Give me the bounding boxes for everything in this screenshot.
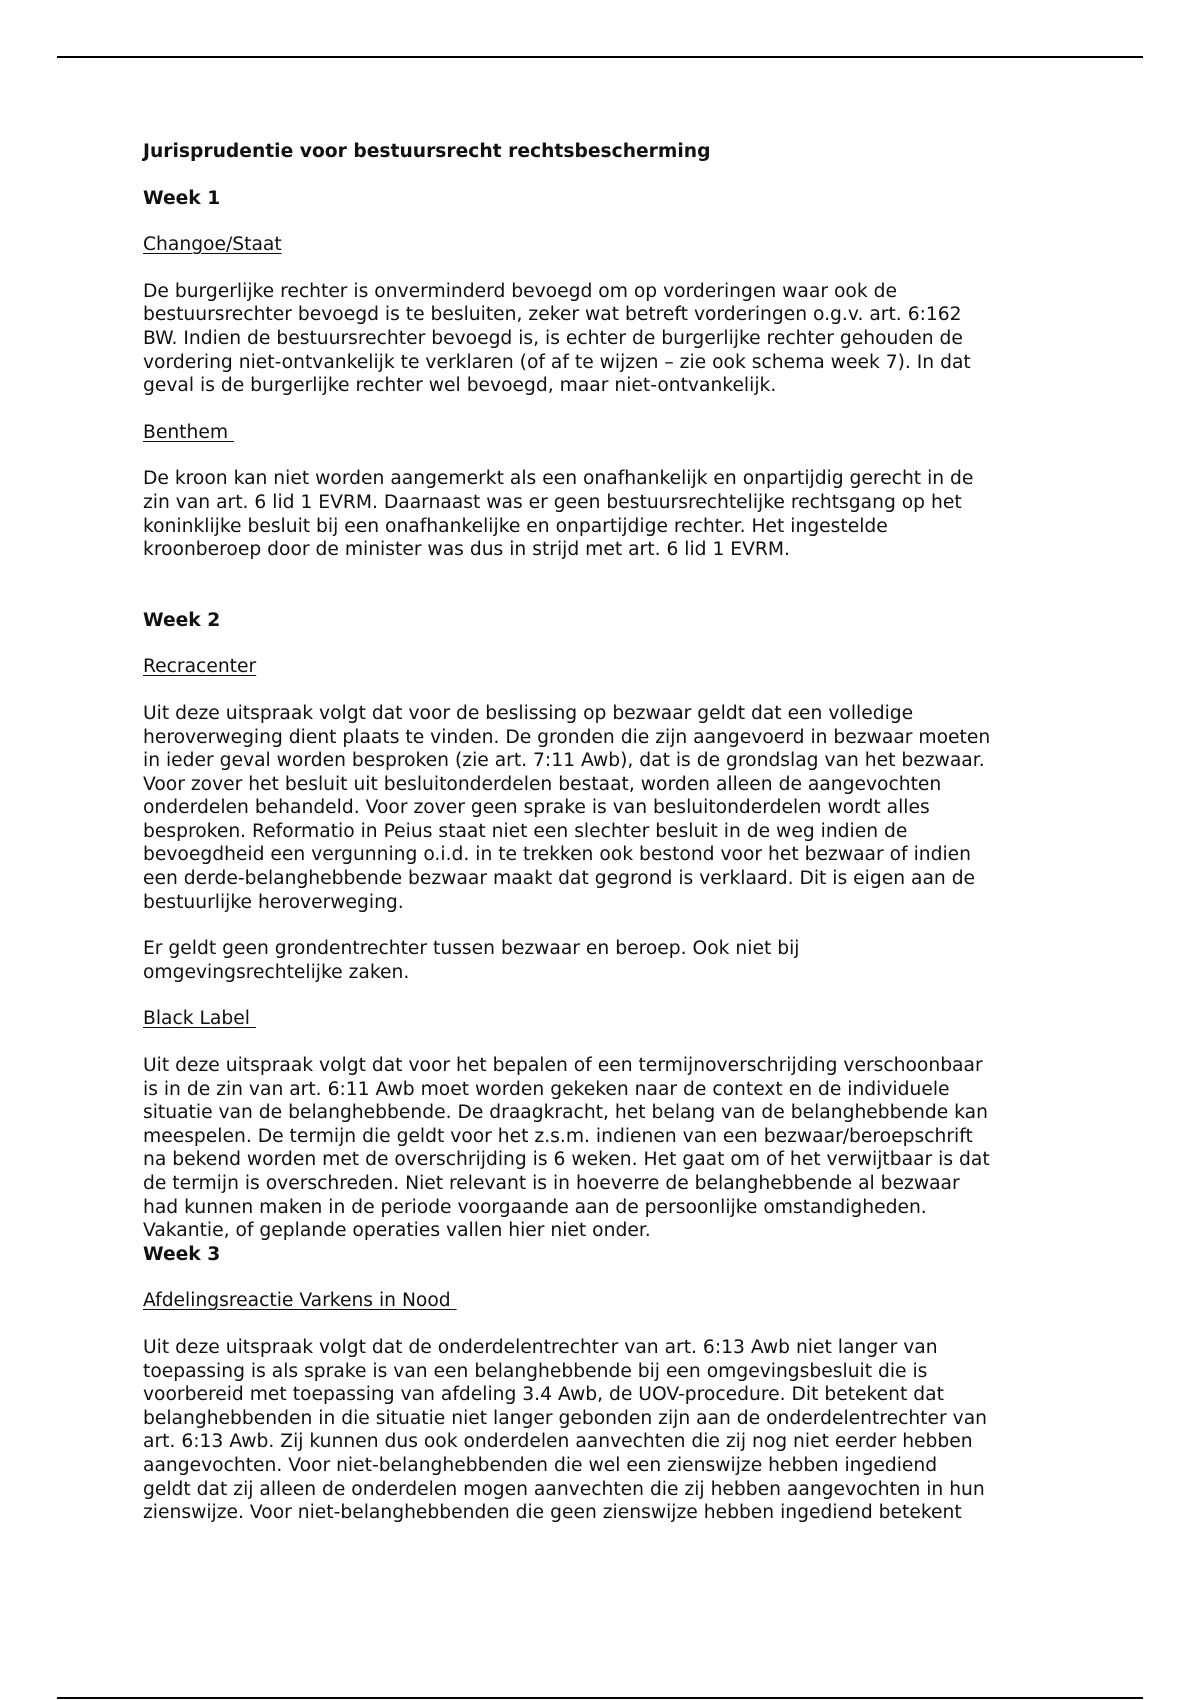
text-line: toepassing is als sprake is van een belanghebbende bij een omgevingsbesluit die is — [143, 1360, 928, 1382]
text-line: bestuursrechter bevoegd is te besluiten, zeker wat betreft vorderingen o.g.v. art. 6:162 — [143, 304, 962, 326]
text-line: de termijn is overschreden. Niet relevant is in hoeverre de belanghebbende al bezwaar — [143, 1173, 960, 1194]
case-heading: Recracenter — [143, 656, 257, 678]
case-heading: Black Label — [143, 1008, 256, 1030]
text-line: Uit deze uitspraak volgt dat voor het bepalen of een termijnoverschrijding verschoonbaar — [143, 1055, 983, 1077]
text-line: Uit deze uitspraak volgt dat voor de beslissing op bezwaar geldt dat een volledige — [143, 702, 914, 724]
text-line: Voor zover het besluit uit besluitonderdelen bestaat, worden alleen de aangevochten — [143, 773, 942, 795]
text-line: had kunnen maken in de periode voorgaande aan de persoonlijke omstandigheden. — [143, 1196, 927, 1218]
footer-rule — [57, 1697, 1143, 1699]
week-heading: Week 3 — [143, 1243, 221, 1265]
text-line: aangevochten. Voor niet-belanghebbenden die wel een zienswijze hebben ingediend — [143, 1454, 938, 1476]
text-line: onderdelen behandeld. Voor zover geen sprake is van besluitonderdelen wordt alles — [143, 797, 930, 819]
text-line: kroonberoep door de minister was dus in strijd met art. 6 lid 1 EVRM. — [143, 539, 790, 561]
text-line: is in de zin van art. 6:11 Awb moet worden gekeken naar de context en de individuele — [143, 1078, 950, 1100]
text-line: voorbereid met toepassing van afdeling 3.4 Awb, de UOV-procedure. Dit betekent dat — [143, 1384, 944, 1406]
week-section — [143, 1243, 1063, 1525]
week-section — [143, 187, 1063, 562]
case-paragraph — [143, 937, 1063, 984]
case-heading: Afdelingsreactie Varkens in Nood — [143, 1290, 457, 1312]
text-line: Vakantie, of geplande operaties vallen hier niet onder. — [143, 1220, 651, 1242]
text-line: geldt dat zij alleen de onderdelen mogen aanvechten die zij hebben aangevochten in hun — [143, 1478, 985, 1500]
case-paragraph — [143, 702, 1063, 914]
case-heading: Changoe/Staat — [143, 234, 282, 256]
case-paragraph — [143, 280, 1063, 398]
case-paragraph — [143, 467, 1063, 561]
week-section — [143, 609, 1063, 1243]
text-line: BW. Indien de bestuursrechter bevoegd is, is echter de burgerlijke rechter gehouden de — [143, 327, 963, 349]
text-line: een derde-belanghebbende bezwaar maakt dat gegrond is verklaard. Dit is eigen aan de — [143, 868, 976, 890]
text-line: zienswijze. Voor niet-belanghebbenden die geen zienswijze hebben ingediend betekent — [143, 1502, 962, 1524]
text-line: Er geldt geen grondentrechter tussen bezwaar en beroep. Ook niet bij — [143, 938, 800, 960]
week-heading: Week 1 — [143, 187, 221, 209]
section-spacer — [143, 585, 1063, 609]
text-line: situatie van de belanghebbende. De draagkracht, het belang van de belanghebbende kan — [143, 1102, 988, 1124]
text-line: De kroon kan niet worden aangemerkt als een onafhankelijk en onpartijdig gerecht in de — [143, 468, 974, 490]
text-line: na bekend worden met de overschrijding is 6 weken. Het gaat om of het verwijtbaar is dat — [143, 1149, 990, 1171]
text-line: koninklijke besluit bij een onafhankelijke en onpartijdige rechter. Het ingestelde — [143, 515, 888, 537]
text-line: geval is de burgerlijke rechter wel bevoegd, maar niet-ontvankelijk. — [143, 375, 777, 397]
case-paragraph — [143, 1054, 1063, 1243]
text-line: besproken. Reformatio in Peius staat niet een slechter besluit in de weg indien de — [143, 820, 908, 842]
text-line: meespelen. De termijn die geldt voor het z.s.m. indienen van een bezwaar/beroepschrift — [143, 1125, 973, 1147]
text-line: heroverweging dient plaats te vinden. De gronden die zijn aangevoerd in bezwaar moeten — [143, 726, 991, 748]
week-heading: Week 2 — [143, 609, 221, 631]
text-line: art. 6:13 Awb. Zij kunnen dus ook onderdelen aanvechten die zij nog niet eerder hebben — [143, 1431, 973, 1453]
text-line: bestuurlijke heroverweging. — [143, 891, 404, 913]
text-line: De burgerlijke rechter is onverminderd bevoegd om op vorderingen waar ook de — [143, 280, 897, 302]
case-paragraph — [143, 1336, 1063, 1525]
document-body — [143, 140, 1063, 1548]
text-line: belanghebbenden in die situatie niet langer gebonden zijn aan de onderdelentrechter van — [143, 1407, 988, 1429]
text-line: omgevingsrechtelijke zaken. — [143, 961, 410, 983]
text-line: in ieder geval worden besproken (zie art. 7:11 Awb), dat is de grondslag van het bezwaar. — [143, 750, 985, 772]
text-line: Uit deze uitspraak volgt dat de onderdelentrechter van art. 6:13 Awb niet langer van — [143, 1336, 938, 1358]
text-line: bevoegdheid een vergunning o.i.d. in te trekken ook bestond voor het bezwaar of indien — [143, 844, 971, 866]
header-rule — [57, 56, 1143, 58]
document-title: Jurisprudentie voor bestuursrecht rechtsbescherming — [143, 141, 711, 162]
text-line: vordering niet-ontvankelijk te verklaren (of af te wijzen – zie ook schema week 7). In dat — [143, 351, 971, 373]
text-line: zin van art. 6 lid 1 EVRM. Daarnaast was er geen bestuursrechtelijke rechtsgang op het — [143, 491, 962, 513]
case-heading: Benthem — [143, 421, 234, 443]
